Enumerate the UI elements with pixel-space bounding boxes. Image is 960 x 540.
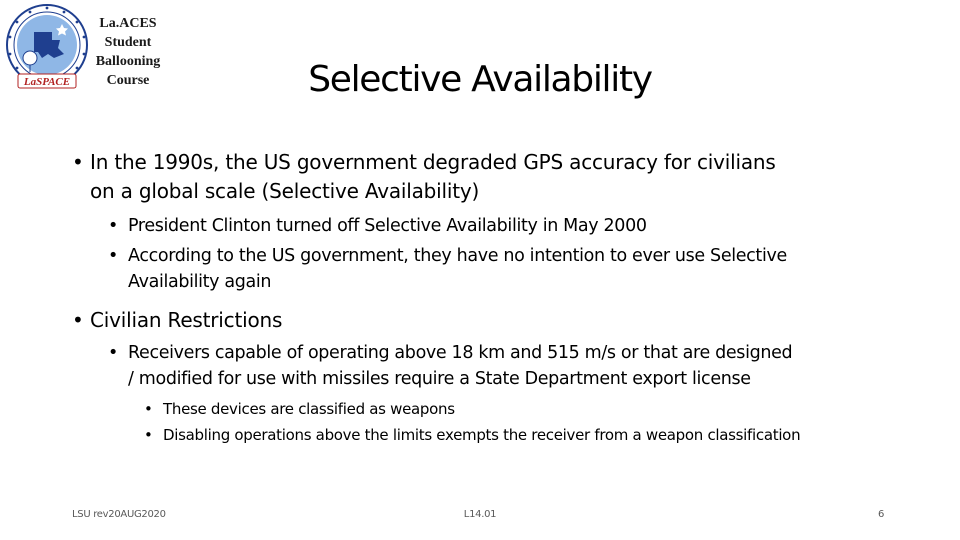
brand-line: La.ACES bbox=[99, 16, 157, 31]
bullet-level-1 bbox=[72, 306, 282, 335]
bullet-text: Availability again bbox=[128, 272, 272, 292]
brand-line: Course bbox=[106, 73, 150, 88]
bullet-text: Disabling operations above the limits exempts the receiver from a weapon classification bbox=[163, 426, 801, 444]
brand-line: Ballooning bbox=[95, 54, 161, 69]
bullet-level-2 bbox=[108, 213, 647, 239]
bullet-text: In the 1990s, the US government degraded GPS accuracy for civilians bbox=[90, 150, 776, 174]
footer-page-number: 6 bbox=[878, 509, 885, 520]
bullet-text: According to the US government, they have no intention to ever use Selective bbox=[128, 246, 787, 266]
bullet-level-1 bbox=[72, 148, 776, 206]
bullet-dot: • bbox=[144, 400, 153, 418]
slide-title: Selective Availability bbox=[308, 59, 652, 100]
bullet-text: / modified for use with missiles require a State Department export license bbox=[128, 369, 751, 389]
bullet-dot: • bbox=[108, 216, 118, 236]
bullet-text: Receivers capable of operating above 18 km and 515 m/s or that are designed bbox=[128, 343, 793, 363]
bullet-text: President Clinton turned off Selective Availability in May 2000 bbox=[128, 216, 647, 236]
bullet-text: Civilian Restrictions bbox=[90, 308, 283, 332]
bullet-dot: • bbox=[108, 343, 118, 363]
bullet-dot: • bbox=[144, 426, 153, 444]
bullet-level-2 bbox=[108, 340, 792, 392]
bullet-level-3 bbox=[144, 396, 455, 422]
seal-tag-text: LaSPACE bbox=[23, 76, 71, 88]
bullet-level-3 bbox=[144, 422, 800, 448]
bullet-dot: • bbox=[108, 246, 118, 266]
bullet-text: on a global scale (Selective Availability) bbox=[90, 179, 480, 203]
bullet-text: These devices are classified as weapons bbox=[163, 400, 455, 418]
bullet-dot: • bbox=[72, 308, 84, 332]
brand-line: Student bbox=[104, 35, 152, 50]
bullet-level-2 bbox=[108, 243, 787, 295]
footer-lesson-id: L14.01 bbox=[463, 509, 497, 520]
bullet-dot: • bbox=[72, 150, 84, 174]
footer-revision: LSU rev20AUG2020 bbox=[72, 509, 166, 520]
